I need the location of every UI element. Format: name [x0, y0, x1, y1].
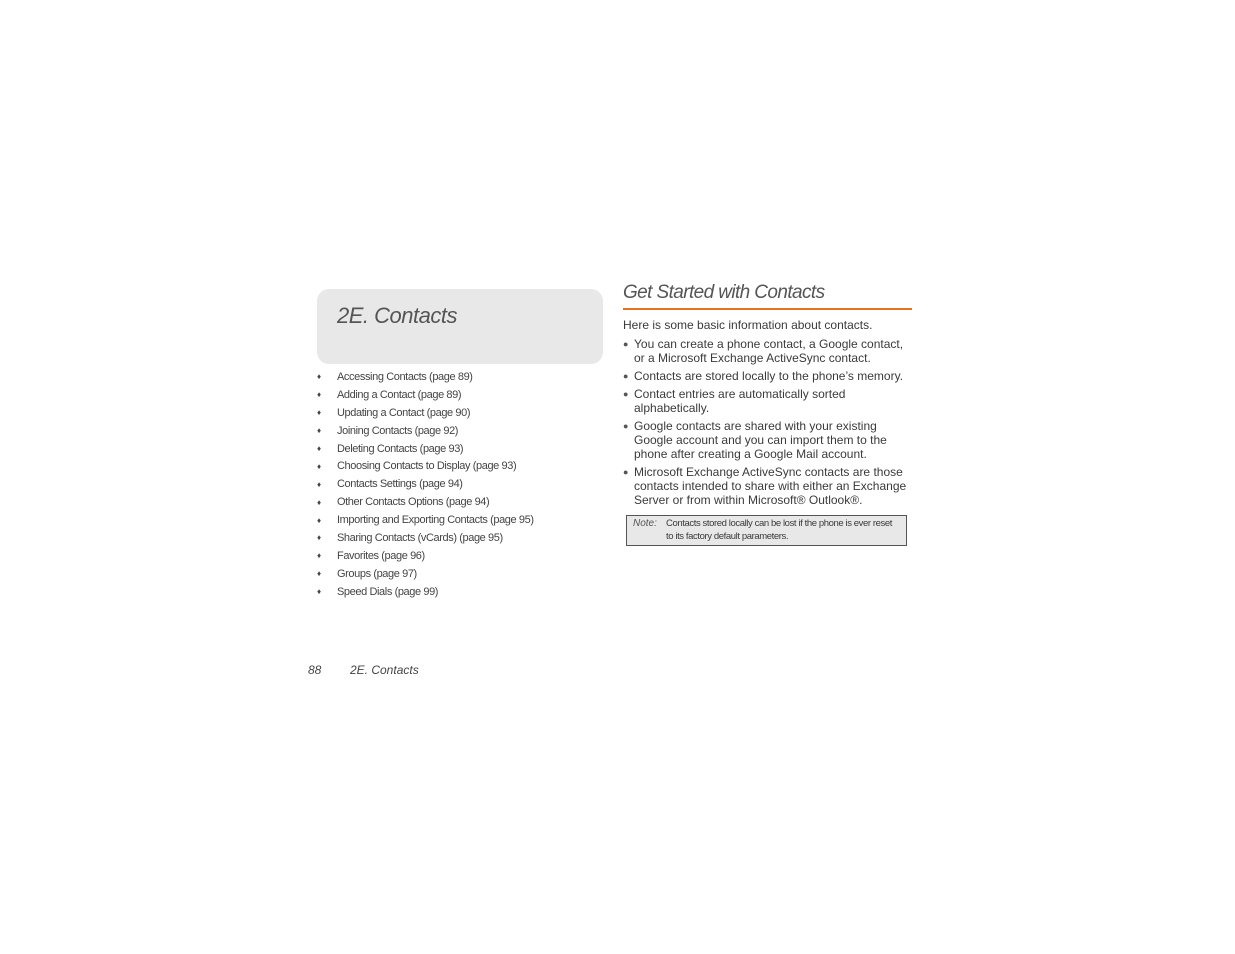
toc-item-label: Joining Contacts (page 92) — [337, 424, 459, 437]
chapter-contents-list — [317, 368, 607, 601]
diamond-bullet-icon: ♦ — [317, 390, 321, 400]
diamond-bullet-icon: ♦ — [317, 461, 321, 471]
round-bullet-icon: ● — [623, 389, 629, 399]
round-bullet-icon: ● — [623, 339, 629, 349]
info-bullet-list — [623, 337, 913, 511]
list-item — [623, 337, 913, 365]
round-bullet-icon: ● — [623, 467, 629, 477]
diamond-bullet-icon: ♦ — [317, 515, 321, 525]
toc-item-label: Other Contacts Options (page 94) — [337, 496, 490, 509]
section-intro: Here is some basic information about contacts. — [623, 318, 873, 332]
toc-item[interactable] — [317, 583, 607, 601]
toc-item[interactable] — [317, 422, 607, 440]
list-item — [623, 387, 913, 415]
bullet-text: You can create a phone contact, a Google contact, or a Microsoft Exchange ActiveSync contact. — [634, 337, 904, 365]
diamond-bullet-icon: ♦ — [317, 587, 321, 597]
diamond-bullet-icon: ♦ — [317, 569, 321, 579]
list-item — [623, 369, 913, 383]
page-number: 88 — [308, 663, 322, 677]
round-bullet-icon: ● — [623, 421, 629, 431]
toc-item[interactable] — [317, 529, 607, 547]
toc-item[interactable] — [317, 511, 607, 529]
toc-item[interactable] — [317, 475, 607, 493]
toc-item-label: Favorites (page 96) — [337, 549, 425, 562]
toc-item[interactable] — [317, 457, 607, 475]
toc-item-label: Contacts Settings (page 94) — [337, 478, 463, 491]
toc-item-label: Speed Dials (page 99) — [337, 585, 439, 598]
note-label: Note: — [633, 518, 657, 529]
diamond-bullet-icon: ♦ — [317, 551, 321, 561]
chapter-header-box — [317, 289, 603, 364]
diamond-bullet-icon: ♦ — [317, 372, 321, 382]
bullet-text: Microsoft Exchange ActiveSync contacts are those contacts intended to share with either an Exchange Server or from within Microsoft® Outlook®. — [634, 465, 907, 507]
diamond-bullet-icon: ♦ — [317, 408, 321, 418]
list-item — [623, 419, 913, 461]
bullet-text: Contacts are stored locally to the phone’s memory. — [634, 369, 904, 383]
toc-item-label: Choosing Contacts to Display (page 93) — [337, 460, 517, 473]
bullet-text: Contact entries are automatically sorted alphabetically. — [634, 387, 846, 415]
toc-item[interactable] — [317, 565, 607, 583]
toc-item-label: Deleting Contacts (page 93) — [337, 442, 464, 455]
toc-item[interactable] — [317, 493, 607, 511]
toc-item-label: Accessing Contacts (page 89) — [337, 370, 473, 383]
toc-item[interactable] — [317, 404, 607, 422]
footer-chapter-title: 2E. Contacts — [350, 663, 419, 677]
diamond-bullet-icon: ♦ — [317, 479, 321, 489]
diamond-bullet-icon: ♦ — [317, 533, 321, 543]
note-text: Contacts stored locally can be lost if the phone is ever reset to its factory default parameters. — [666, 518, 893, 542]
toc-item-label: Adding a Contact (page 89) — [337, 388, 462, 401]
toc-item[interactable] — [317, 386, 607, 404]
section-heading: Get Started with Contacts — [623, 282, 912, 310]
diamond-bullet-icon: ♦ — [317, 426, 321, 436]
diamond-bullet-icon: ♦ — [317, 444, 321, 453]
toc-item-label: Groups (page 97) — [337, 567, 417, 580]
round-bullet-icon: ● — [623, 371, 629, 381]
toc-item-label: Importing and Exporting Contacts (page 95) — [337, 514, 534, 527]
chapter-title: 2E. Contacts — [337, 303, 457, 328]
bullet-text: Google contacts are shared with your existing Google account and you can import them to the phone after creating a Google Mail account. — [634, 419, 887, 461]
toc-item[interactable] — [317, 547, 607, 565]
toc-item-label: Updating a Contact (page 90) — [337, 406, 471, 419]
toc-item[interactable] — [317, 440, 607, 458]
note-box — [626, 515, 907, 546]
toc-item-label: Sharing Contacts (vCards) (page 95) — [337, 531, 503, 544]
diamond-bullet-icon: ♦ — [317, 497, 321, 507]
toc-item[interactable] — [317, 368, 607, 386]
list-item — [623, 465, 913, 507]
